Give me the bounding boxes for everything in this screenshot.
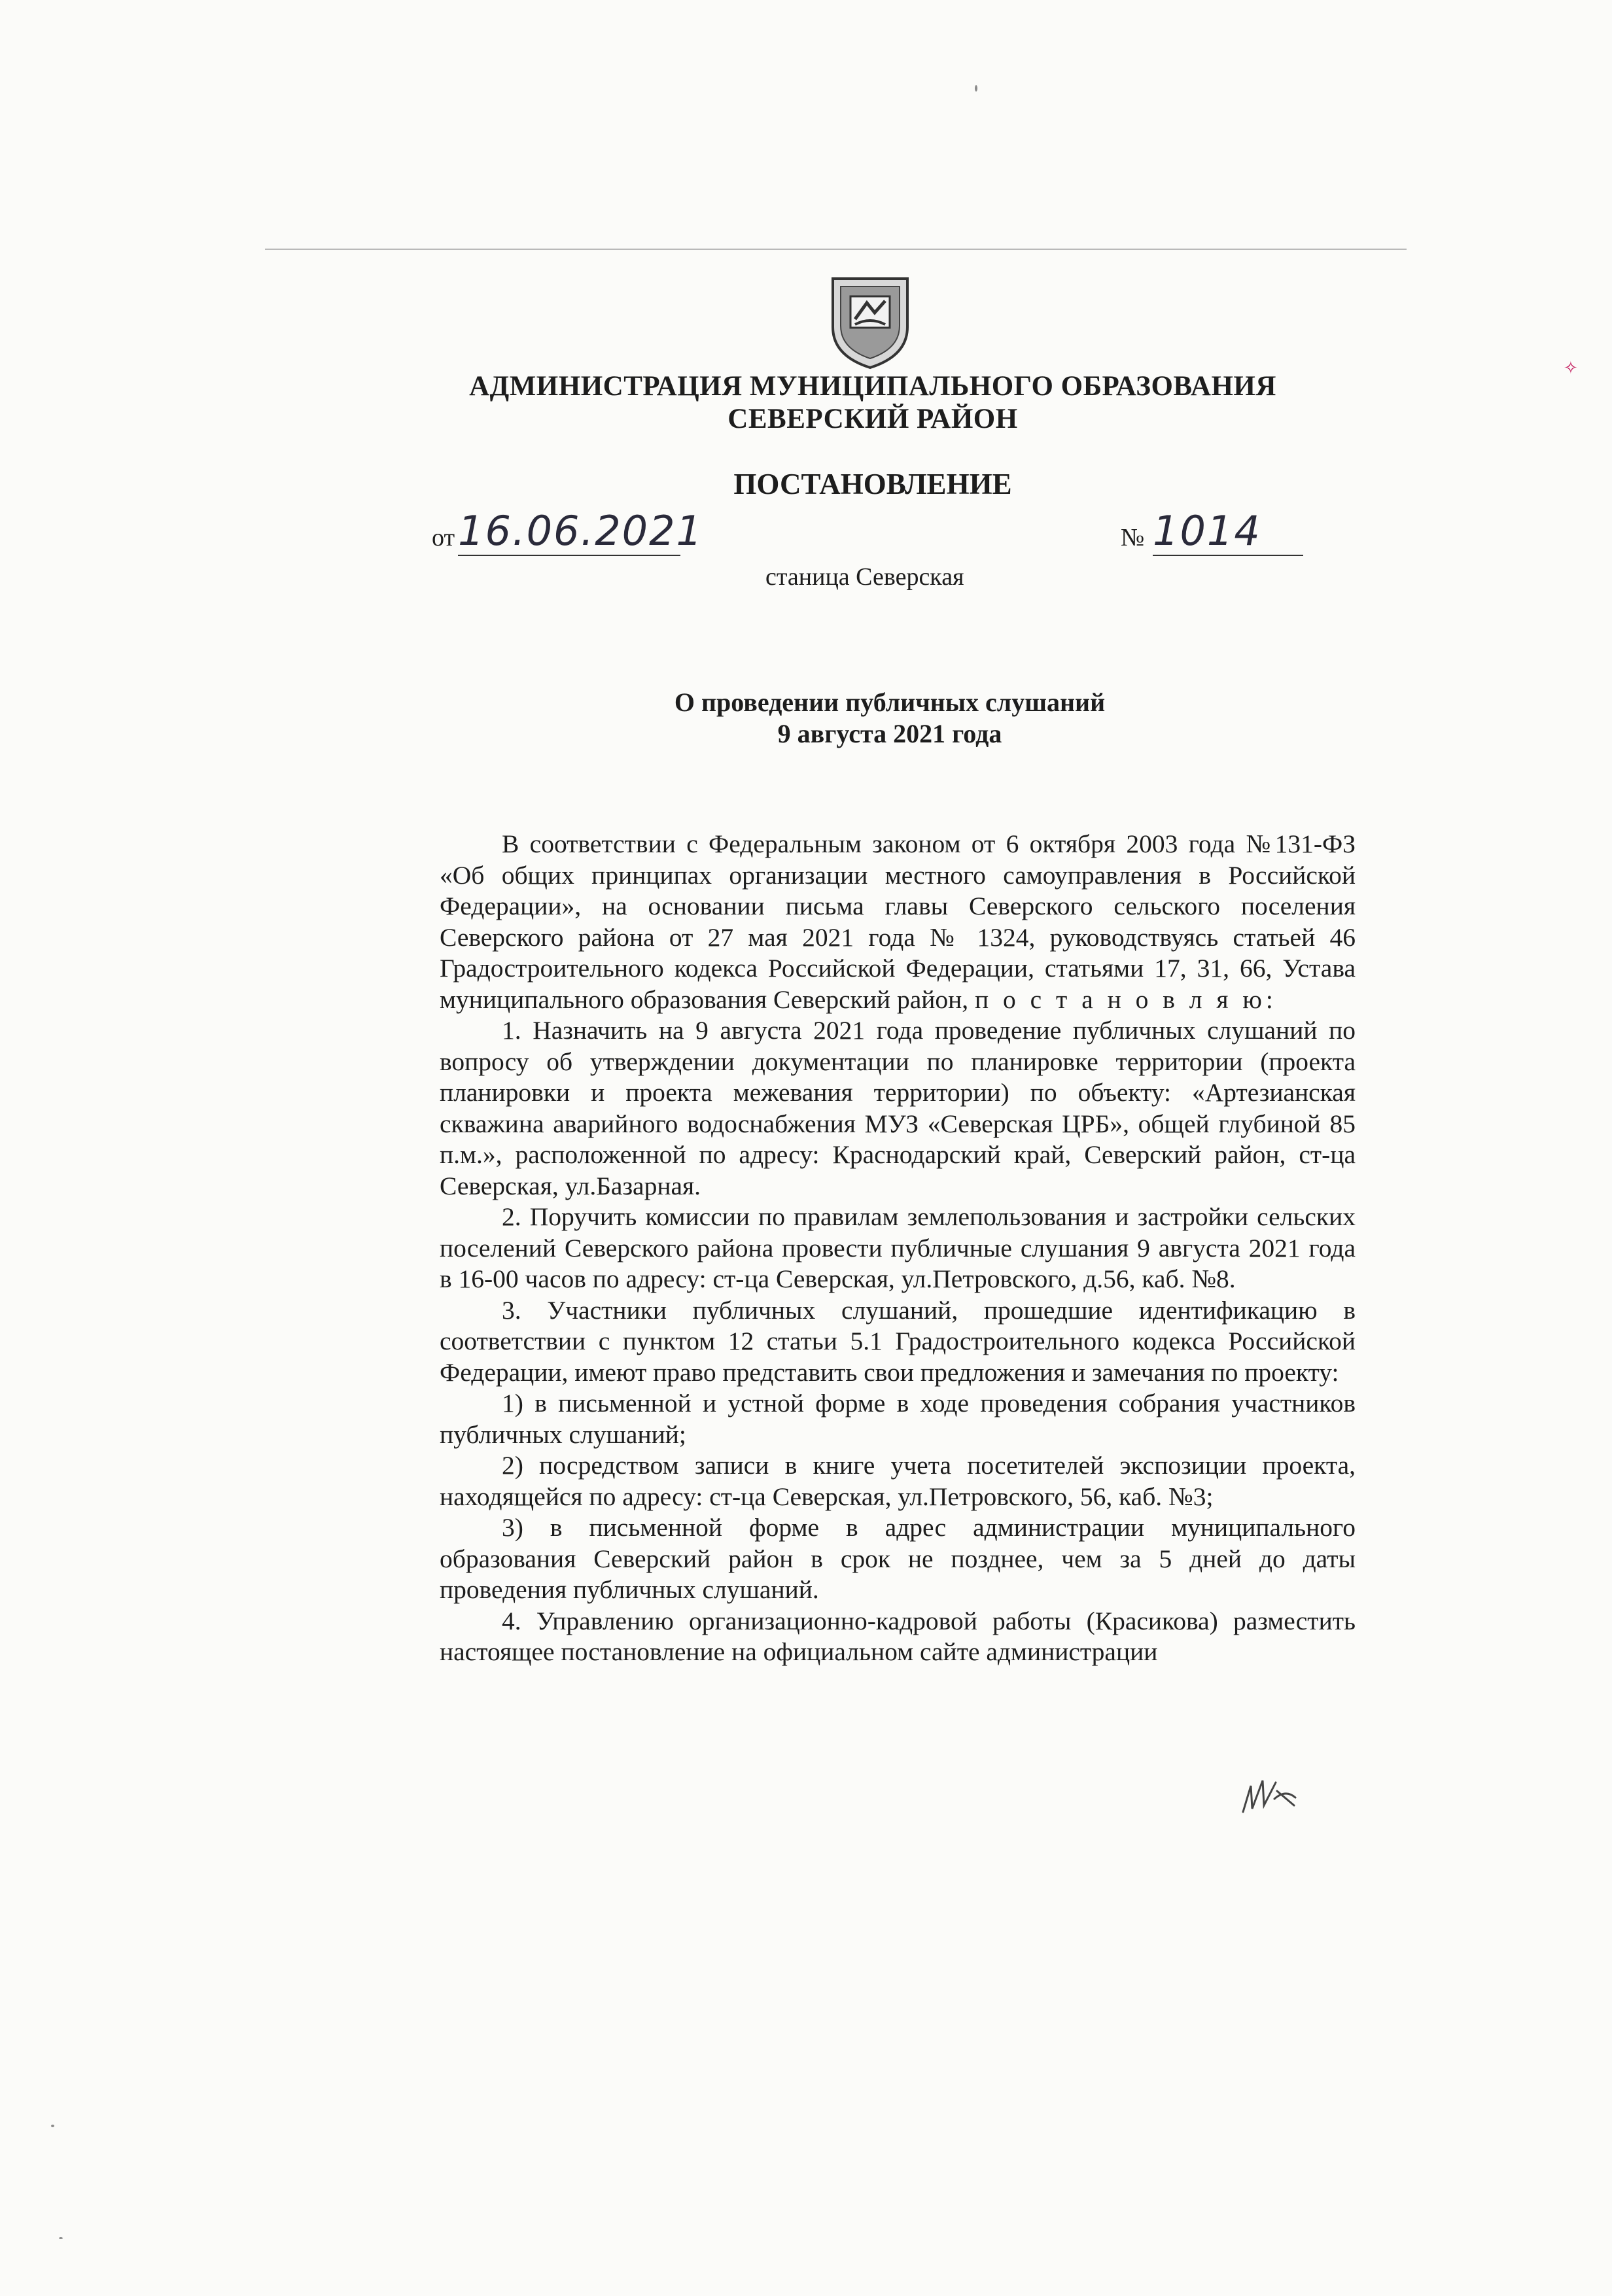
paragraph-item-3-1: 1) в письменной и устной форме в ходе проведения собрания участников публичных слушаний; <box>440 1389 1356 1449</box>
document-title-line2: 9 августа 2021 года <box>777 719 1002 748</box>
paragraph-item-1: 1. Назначить на 9 августа 2021 года проведение публичных слушаний по вопросу об утверждении документации по планировке территории (проекта планировки и проекта межевания территории) по объекту: «Артезианская скважина аварийного водоснабжения МУЗ «Северская ЦРБ», общей глубиной 85 п.м.», расположенной по адресу: Краснодарский край, Северский район, ст-ца Северская, ул.Базарная. <box>440 1016 1356 1200</box>
ink-mark: ✧ <box>1564 358 1578 377</box>
document-title-line1: О проведении публичных слушаний <box>674 687 1106 717</box>
agency-name-line2: СЕВЕРСКИЙ РАЙОН <box>727 404 1018 434</box>
scan-speck <box>975 85 977 92</box>
intro-text: В соответствии с Федеральным законом от 6 октября 2003 года №131-ФЗ «Об общих принципах организации местного самоуправления в Российской Федерации», на основании письма главы Северского сельского поселения Северского района от 27 мая 2021 года № 1324, руководствуясь статьей 46 Градостроительного кодекса Российской Федерации, статьями 17, 31, 66, Устава муниципального образования Северский район, <box>440 829 1356 1014</box>
number-prefix: № <box>1121 524 1145 551</box>
paragraph-item-3: 3. Участники публичных слушаний, прошедшие идентификацию в соответствии с пунктом 12 статьи 5.1 Градостроительного кодекса Российской Федерации, имеют право представить свои предложения и замечания по проекту: <box>440 1295 1356 1387</box>
handwritten-date: 16.06.2021 <box>458 507 703 555</box>
document-type: ПОСТАНОВЛЕНИЕ <box>733 468 1012 500</box>
place-of-issue: станица Северская <box>765 563 964 591</box>
paragraph-item-4: 4. Управлению организационно-кадровой работы (Красикова) разместить настоящее постановление на официальном сайте администрации <box>440 1606 1356 1666</box>
handwritten-number: 1014 <box>1153 507 1303 556</box>
agency-name-line1: АДМИНИСТРАЦИЯ МУНИЦИПАЛЬНОГО ОБРАЗОВАНИЯ <box>469 371 1276 402</box>
coat-of-arms-emblem <box>828 273 913 372</box>
decree-word: п о с т а н о в л я ю: <box>975 984 1277 1014</box>
scan-border-line <box>265 249 1407 250</box>
date-prefix: от <box>432 524 455 551</box>
paragraph-item-3-3: 3) в письменной форме в адрес администрации муниципального образования Северский район в срок не позднее, чем за 5 дней до даты проведения публичных слушаний. <box>440 1513 1356 1604</box>
handwritten-initials <box>1236 1773 1302 1818</box>
scan-speck <box>51 2125 54 2127</box>
paragraph-item-2: 2. Поручить комиссии по правилам землепользования и застройки сельских поселений Северского района провести публичные слушания 9 августа 2021 года в 16-00 часов по адресу: ст-ца Северская, ул.Петровского, д.56, каб. №8. <box>440 1202 1356 1293</box>
scan-speck <box>59 2237 63 2239</box>
paragraph-item-3-2: 2) посредством записи в книге учета посетителей экспозиции проекта, находящейся по адресу: ст-ца Северская, ул.Петровского, 56, каб. №3; <box>440 1451 1356 1511</box>
intro-paragraph <box>440 829 1356 1015</box>
document-body <box>440 829 1356 1668</box>
